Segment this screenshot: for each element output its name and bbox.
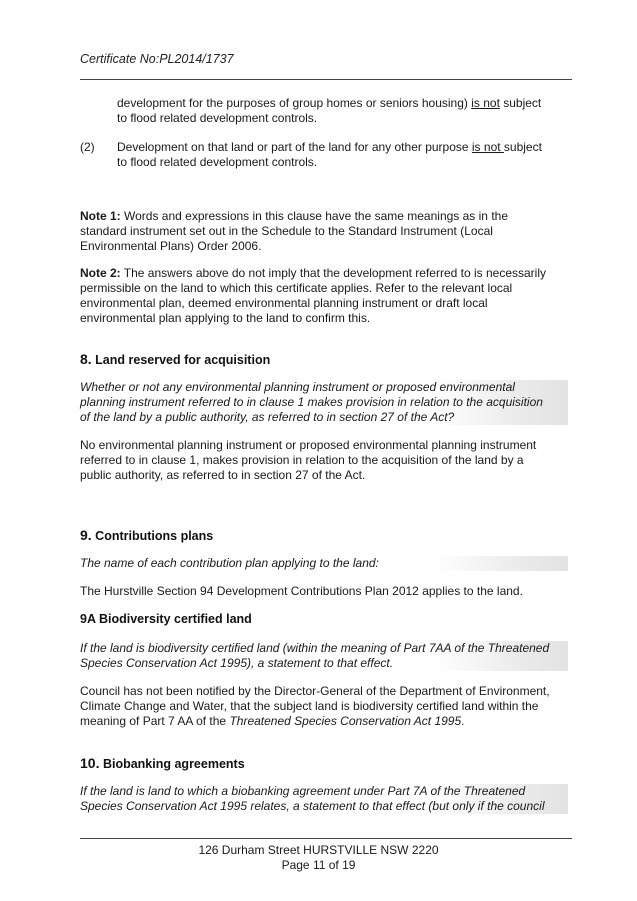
section-8-answer-line-2: referred to in clause 1, makes provision in relation to the acquisition of the land by a	[80, 453, 524, 467]
note-1-line-2: standard instrument set out in the Schedule to the Standard Instrument (Local	[80, 224, 493, 238]
note-1-line-1: Note 1: Words and expressions in this clause have the same meanings as in the	[80, 209, 508, 223]
note-2-line-1: Note 2: The answers above do not imply that the development referred to is necessarily	[80, 266, 547, 280]
section-8-heading: 8. Land reserved for acquisition	[80, 351, 271, 367]
section-9-question: The name of each contribution plan applying to the land:	[80, 556, 568, 571]
section-9a-question-line-2: Species Conservation Act 1995), a statement to that effect.	[80, 656, 568, 671]
section-8-question-line-2: planning instrument referred to in clause 1 makes provision in relation to the acquisition	[80, 395, 568, 410]
section-9a-answer-line-1: Council has not been notified by the Director-General of the Department of Environment,	[80, 684, 550, 698]
item-2-line-2: to flood related development controls.	[117, 155, 318, 169]
section-10-question-line-2: Species Conservation Act 1995 relates, a statement to that effect (but only if the council	[80, 799, 568, 814]
note-1-line-3: Environmental Plans) Order 2006.	[80, 239, 262, 253]
section-9a-heading: 9A Biodiversity certified land	[80, 612, 252, 626]
note-2-line-4: environmental plan applying to the land to confirm this.	[80, 311, 371, 325]
section-9a-question-line-1: If the land is biodiversity certified land (within the meaning of Part 7AA of the Threatened	[80, 641, 568, 656]
item-2-line-1: Development on that land or part of the land for any other purpose is not subject	[117, 140, 542, 154]
certificate-number: Certificate No:PL2014/1737	[80, 52, 234, 66]
section-10-question-line-1: If the land is land to which a biobanking agreement under Part 7A of the Threatened	[80, 784, 568, 799]
section-9-heading: 9. Contributions plans	[80, 527, 214, 543]
section-10-heading: 10. Biobanking agreements	[80, 755, 245, 771]
note-2-line-2: permissible on the land to which this certificate applies. Refer to the relevant local	[80, 281, 513, 295]
intro-line-1: development for the purposes of group homes or seniors housing) is not subject	[117, 96, 542, 110]
item-2-label: (2)	[80, 140, 95, 154]
note-2-line-3: environmental plan, deemed environmental planning instrument or draft local	[80, 296, 488, 310]
section-9a-answer-line-2: Climate Change and Water, that the subject land is biodiversity certified land within the	[80, 699, 539, 713]
intro-line-2: to flood related development controls.	[117, 111, 318, 125]
section-8-question-line-1: Whether or not any environmental planning instrument or proposed environmental	[80, 380, 568, 395]
section-8-answer-line-1: No environmental planning instrument or proposed environmental planning instrument	[80, 438, 537, 452]
section-9-answer: The Hurstville Section 94 Development Contributions Plan 2012 applies to the land.	[80, 584, 523, 598]
section-8-answer-line-3: public authority, as referred to in section 27 of the Act.	[80, 468, 366, 482]
footer-address: 126 Durham Street HURSTVILLE NSW 2220	[198, 843, 439, 857]
header-rule	[80, 79, 572, 80]
section-8-question-line-3: of the land by a public authority, as referred to in section 27 of the Act?	[80, 410, 568, 425]
section-9a-answer-line-3: meaning of Part 7 AA of the Threatened Species Conservation Act 1995.	[80, 714, 465, 728]
footer-rule	[80, 838, 572, 839]
page-number: Page 11 of 19	[281, 858, 356, 872]
